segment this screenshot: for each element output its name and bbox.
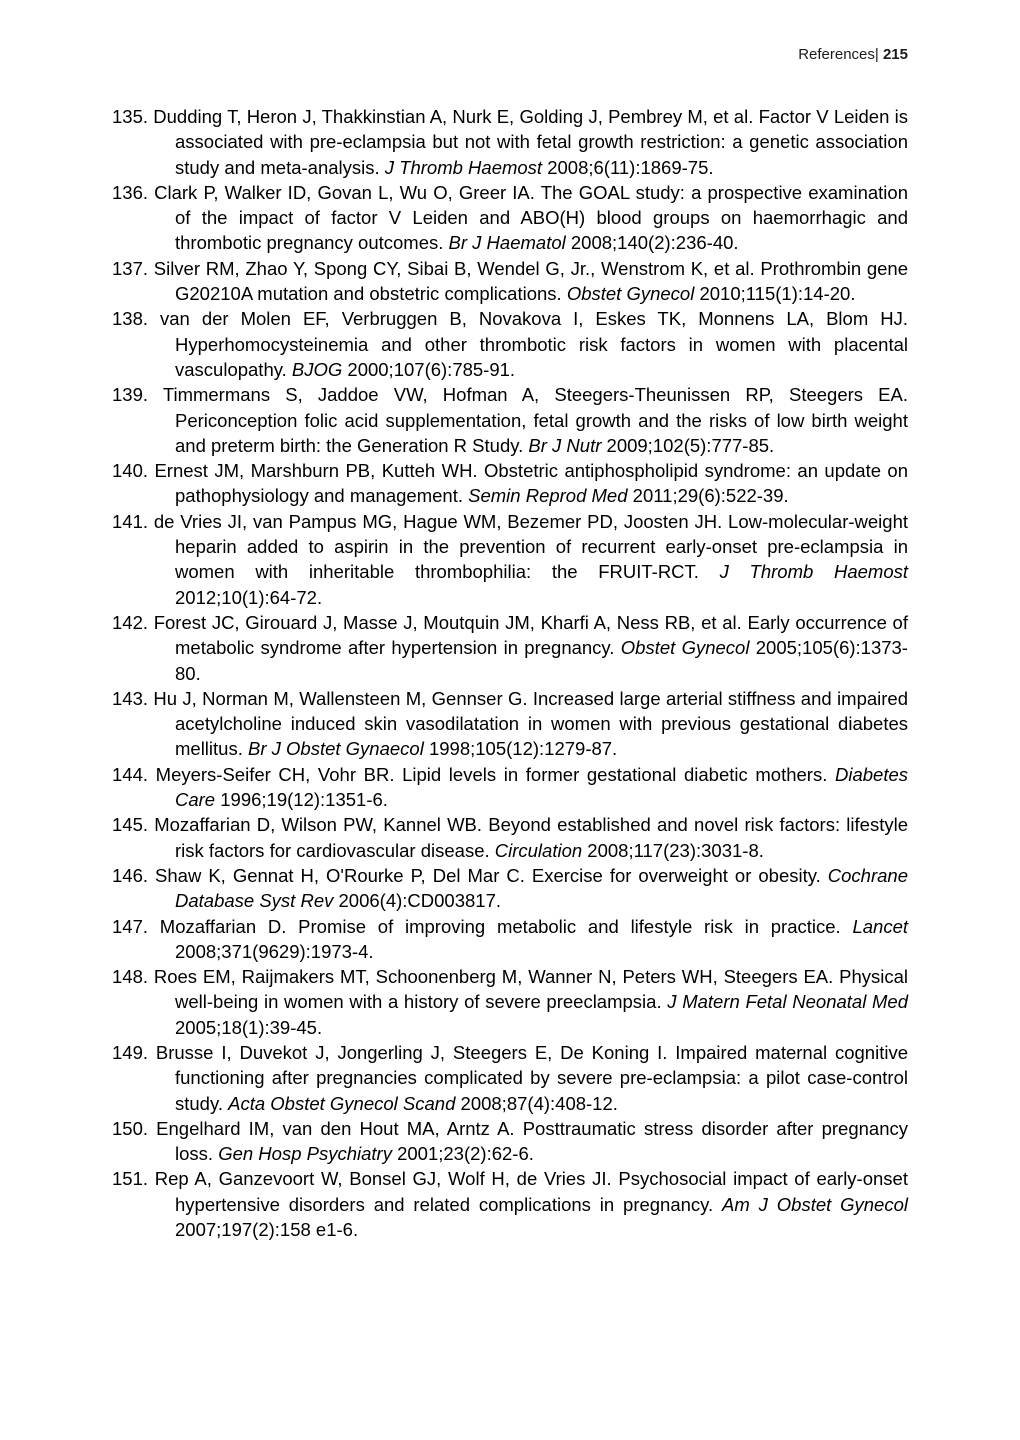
journal-name: J Thromb Haemost: [719, 561, 909, 583]
reference-text: 2009;102(5):777-85.: [601, 434, 775, 456]
journal-name: Gen Hosp Psychiatry: [218, 1143, 392, 1165]
journal-name: Acta Obstet Gynecol Scand: [228, 1092, 456, 1114]
reference-number: 145.: [112, 814, 155, 836]
reference-item: [112, 914, 908, 965]
reference-item: [112, 180, 908, 256]
reference-number: 142.: [112, 611, 154, 633]
reference-text: 2006(4):CD003817.: [333, 890, 501, 912]
journal-name: J Thromb Haemost: [384, 156, 543, 178]
reference-text: Brusse I, Duvekot J, Jongerling J, Steegers E, De Koning I. Impaired maternal cognitive functioning after pregnancies complicated by severe pre-eclampsia: a pilot case-control study.: [155, 1041, 908, 1114]
reference-text: 2011;29(6):522-39.: [627, 485, 789, 507]
reference-text: 2010;115(1):14-20.: [694, 283, 856, 305]
journal-name: Lancet: [852, 915, 908, 937]
reference-item: [112, 306, 908, 382]
reference-text: 1998;105(12):1279-87.: [423, 738, 618, 760]
reference-text: Roes EM, Raijmakers MT, Schoonenberg M, Wanner N, Peters WH, Steegers EA. Physical well-being in women with a history of severe preeclampsia.: [153, 966, 908, 1013]
reference-number: 151.: [112, 1168, 155, 1190]
reference-number: 143.: [112, 687, 154, 709]
reference-text: 2008;6(11):1869-75.: [542, 156, 714, 178]
journal-name: Cochrane Database Syst Rev: [175, 864, 908, 912]
reference-text: Silver RM, Zhao Y, Spong CY, Sibai B, Wendel G, Jr., Wenstrom K, et al. Prothrombin gene G20210A mutation and obstetric complications.: [153, 257, 908, 305]
reference-number: 137.: [112, 257, 154, 279]
reference-text: 2008;371(9629):1973-4.: [175, 940, 374, 962]
reference-number: 140.: [112, 460, 155, 482]
reference-text: Mozaffarian D. Promise of improving metabolic and lifestyle risk in practice.: [159, 915, 853, 937]
journal-name: J Matern Fetal Neonatal Med: [667, 991, 908, 1013]
reference-item: [112, 382, 908, 458]
reference-number: 135.: [112, 106, 154, 127]
reference-text: Timmermans S, Jaddoe VW, Hofman A, Steegers-Theunissen RP, Steegers EA. Periconception folic acid supplementation, fetal growth and the risks of low birth weight and preterm birth: the Generation R Study.: [162, 384, 909, 456]
reference-number: 136.: [112, 181, 155, 203]
page-header: [112, 46, 908, 63]
header-page-number: 215: [882, 46, 908, 63]
journal-name: Obstet Gynecol: [566, 283, 695, 305]
journal-name: Am J Obstet Gynecol: [722, 1193, 908, 1215]
reference-item: [112, 1040, 908, 1116]
reference-text: Forest JC, Girouard J, Masse J, Moutquin JM, Kharfi A, Ness RB, et al. Early occurrence of metabolic syndrome after hypertension in pregnancy.: [153, 611, 908, 659]
reference-text: Ernest JM, Marshburn PB, Kutteh WH. Obstetric antiphospholipid syndrome: an update on pathophysiology and management.: [154, 460, 909, 507]
reference-text: 2008;140(2):236-40.: [565, 232, 739, 254]
reference-text: Mozaffarian D, Wilson PW, Kannel WB. Beyond established and novel risk factors: lifestyle risk factors for cardiovascular disease.: [154, 814, 908, 861]
reference-item: [112, 1116, 908, 1167]
reference-number: 148.: [112, 966, 154, 988]
reference-item: [112, 610, 908, 686]
reference-text: 2008;117(23):3031-8.: [582, 839, 764, 861]
reference-item: [112, 509, 908, 610]
journal-name: Semin Reprod Med: [468, 485, 628, 507]
reference-number: 149.: [112, 1041, 156, 1063]
reference-number: 150.: [112, 1117, 157, 1139]
reference-number: 141.: [112, 510, 154, 532]
reference-text: Engelhard IM, van den Hout MA, Arntz A. Posttraumatic stress disorder after pregnancy loss.: [156, 1117, 908, 1165]
journal-name: Obstet Gynecol: [620, 637, 750, 659]
reference-item: [112, 104, 908, 180]
journal-name: BJOG: [291, 358, 343, 380]
reference-text: de Vries JI, van Pampus MG, Hague WM, Bezemer PD, Joosten JH. Low-molecular-weight heparin added to aspirin in the prevention of recurrent early-onset pre-eclampsia in women with inheritable thrombophilia: the FRUIT-RCT.: [153, 510, 908, 583]
reference-item: [112, 964, 908, 1040]
reference-text: 2001;23(2):62-6.: [391, 1143, 534, 1165]
journal-name: Circulation: [494, 839, 583, 861]
reference-text: Shaw K, Gennat H, O'Rourke P, Del Mar C. Exercise for overweight or obesity.: [155, 864, 828, 886]
reference-item: [112, 1166, 908, 1242]
reference-number: 147.: [112, 915, 160, 937]
reference-text: 2012;10(1):64-72.: [175, 586, 323, 608]
reference-text: Meyers-Seifer CH, Vohr BR. Lipid levels in former gestational diabetic mothers.: [155, 763, 835, 785]
reference-text: 1996;19(12):1351-6.: [215, 789, 388, 811]
reference-item: [112, 458, 908, 509]
reference-text: Hu J, Norman M, Wallensteen M, Gennser G. Increased large arterial stiffness and impaired acetylcholine induced skin vasodilatation in women with previous gestational diabetes mellitus.: [153, 687, 908, 760]
reference-item: [112, 812, 908, 863]
reference-number: 144.: [112, 763, 156, 785]
reference-text: Dudding T, Heron J, Thakkinstian A, Nurk E, Golding J, Pembrey M, et al. Factor V Leiden is associated with pre-eclampsia but not with fetal growth restriction: a genetic association study and meta-analysis.: [153, 106, 908, 178]
reference-text: 2005;105(6):1373-80.: [175, 637, 908, 684]
reference-number: 139.: [112, 384, 163, 406]
reference-number: 138.: [112, 308, 161, 330]
header-section-label: References|: [798, 46, 879, 63]
journal-name: Br J Obstet Gynaecol: [248, 738, 424, 760]
reference-text: 2005;18(1):39-45.: [175, 1016, 323, 1038]
journal-name: Br J Nutr: [528, 434, 602, 456]
reference-text: 2000;107(6):785-91.: [342, 358, 516, 380]
reference-text: 2007;197(2):158 e1-6.: [175, 1219, 359, 1241]
reference-item: [112, 863, 908, 914]
reference-text: Clark P, Walker ID, Govan L, Wu O, Greer IA. The GOAL study: a prospective examination of the impact of factor V Leiden and ABO(H) blood groups on haemorrhagic and thrombotic pregnancy outcomes.: [154, 181, 908, 254]
reference-text: 2008;87(4):408-12.: [455, 1092, 618, 1114]
reference-text: van der Molen EF, Verbruggen B, Novakova I, Eskes TK, Monnens LA, Blom HJ. Hyperhomocysteinemia and other thrombotic risk factors in women with placental vasculopathy.: [160, 308, 908, 380]
reference-number: 146.: [112, 864, 156, 886]
journal-name: Diabetes Care: [175, 763, 908, 811]
references-list: [112, 104, 908, 1242]
reference-item: [112, 686, 908, 762]
reference-item: [112, 256, 908, 307]
reference-item: [112, 762, 908, 813]
reference-text: Rep A, Ganzevoort W, Bonsel GJ, Wolf H, de Vries JI. Psychosocial impact of early-onset hypertensive disorders and related complications in pregnancy.: [154, 1168, 908, 1215]
journal-name: Br J Haematol: [448, 232, 566, 254]
